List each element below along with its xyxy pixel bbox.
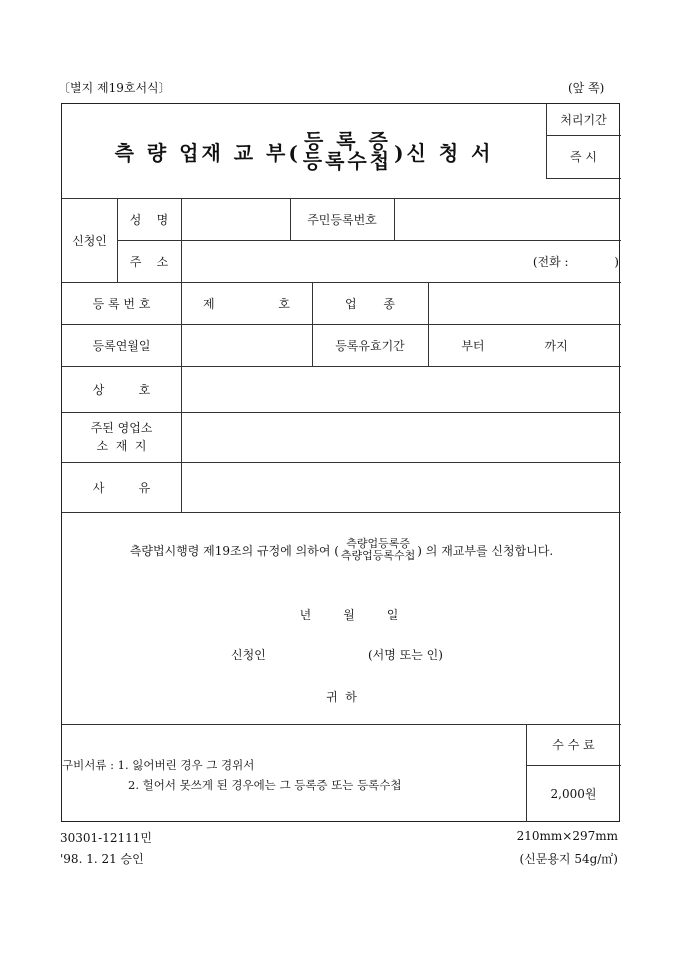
paper-type: (신문용지 54g/㎡): [519, 852, 618, 866]
main-office-label-line1: 주된 영업소: [90, 421, 153, 435]
address-field[interactable]: [181, 240, 621, 282]
registration-number-label: 등 록 번 호: [92, 296, 151, 311]
registration-number-suffix: 호: [278, 296, 290, 311]
reason-label: 사 유: [92, 480, 151, 495]
required-documents: [62, 755, 524, 795]
validity-to: 까지: [544, 338, 568, 353]
title-suffix: )신 청 서: [394, 140, 494, 165]
form-title: [62, 104, 546, 198]
main-office-label: [62, 412, 181, 462]
signer-label: 신청인: [231, 648, 266, 662]
date-line: [62, 602, 621, 626]
date-month: 월: [343, 607, 355, 622]
statement-option-top: 측량업등록증: [346, 537, 410, 551]
title-option-top: 등 록 증: [303, 129, 391, 153]
application-statement: [62, 522, 621, 578]
fee-label: 수 수 료: [552, 738, 595, 752]
reason-field[interactable]: [181, 462, 621, 512]
resident-number-label: 주민등록번호: [307, 212, 377, 227]
main-office-label-line2: 소 재 지: [96, 439, 147, 453]
registration-number-prefix: 제: [203, 296, 215, 311]
signature-field[interactable]: (서명 또는 인): [368, 648, 443, 662]
reason-bottom-rule: [62, 512, 621, 513]
trade-name-label: 상 호: [92, 382, 151, 397]
phone-label: (전화 : ): [532, 254, 619, 269]
resident-number-field[interactable]: [394, 198, 621, 240]
paper-size: 210mm×297mm: [516, 829, 618, 843]
name-field[interactable]: [181, 198, 290, 240]
statement-suffix: ) 의 재교부를 신청합니다.: [417, 543, 554, 558]
form-code: 30301-12111민: [60, 831, 152, 845]
main-office-field[interactable]: [181, 412, 621, 462]
fee-value: 2,000원: [550, 787, 597, 801]
title-options: [303, 131, 392, 171]
statement-options: [341, 538, 415, 561]
business-type-label: 업 종: [345, 296, 395, 311]
registration-date-label: 등록연월일: [92, 338, 151, 353]
form-number: 〔별지 제19호서식〕: [58, 81, 171, 95]
application-form: [61, 103, 620, 822]
date-year: 년: [299, 607, 312, 622]
title-option-bottom: 등록수첩: [302, 149, 393, 173]
registration-date-field[interactable]: [181, 324, 312, 366]
processing-period-label: 처리기간: [560, 113, 607, 127]
page-side: (앞 쪽): [568, 81, 605, 95]
name-label: 성 명: [129, 212, 169, 227]
approval-date: '98. 1. 21 승인: [60, 852, 144, 866]
business-type-field[interactable]: [428, 282, 621, 324]
recipient: 귀 하: [326, 689, 357, 704]
document-item-2: 2. 헐어서 못쓰게 된 경우에는 그 등록증 또는 등록수첩: [128, 778, 402, 792]
registration-number-field[interactable]: [181, 282, 312, 324]
address-label: 주 소: [129, 254, 169, 269]
applicant-group-label: 신청인: [72, 233, 107, 248]
trade-name-field[interactable]: [181, 366, 621, 412]
statement-prefix: 측량법시행령 제19조의 규정에 의하여 (: [129, 543, 339, 558]
title-prefix: 측 량 업재 교 부(: [114, 140, 301, 165]
documents-label: 구비서류 :: [62, 758, 118, 772]
statement-option-bottom: 측량업등록수첩: [340, 549, 416, 562]
processing-period-value: 즉 시: [570, 150, 597, 164]
validity-from: 부터: [461, 338, 485, 353]
document-item-1: 1. 잃어버린 경우 그 경위서: [117, 758, 255, 772]
date-day: 일: [386, 607, 399, 622]
validity-period-label: 등록유효기간: [335, 338, 405, 353]
validity-period-field[interactable]: [428, 324, 621, 366]
processing-box-bottom-border: [546, 178, 621, 179]
